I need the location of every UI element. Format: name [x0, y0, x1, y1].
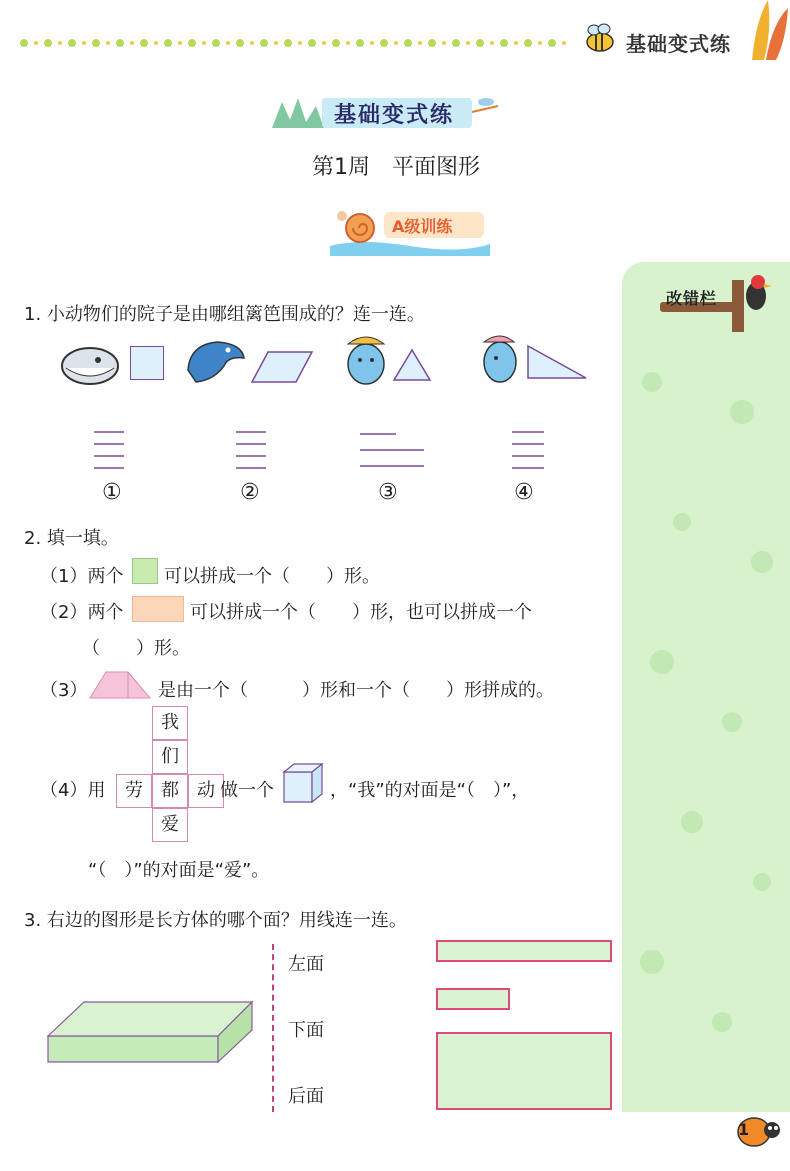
q2-part1-suffix: 可以拼成一个（ ）形。 — [164, 566, 380, 587]
dashed-divider — [272, 944, 274, 1112]
q2-part2-suffix: 可以拼成一个（ ）形，也可以拼成一个 — [190, 602, 532, 623]
net-cell-dong: 动 — [188, 774, 224, 808]
level-badge-label: A级训练 — [392, 217, 453, 236]
week-subtitle: 第1周 平面图形 — [312, 155, 480, 180]
q2-part4-continued: “（ ）”的对面是“爱”。 — [88, 860, 270, 881]
face-label-back: 后面 — [288, 1086, 324, 1107]
triangle-shape — [392, 348, 432, 382]
small-green-square-shape — [132, 558, 158, 584]
fence-set-1 — [90, 428, 130, 472]
q2-part3-suffix: 是由一个（ ）形和一个（ ）形拼成的。 — [158, 680, 554, 701]
fence-set-4 — [508, 428, 548, 472]
decorative-dot-border — [18, 36, 578, 50]
fence-set-3 — [356, 428, 428, 472]
page-title: 基础变式练 — [334, 103, 455, 128]
bee-icon — [580, 22, 620, 56]
face-label-bottom: 下面 — [288, 1020, 324, 1041]
option-2-label: ② — [240, 480, 260, 505]
dolphin-icon — [184, 336, 246, 388]
net-cell-men: 们 — [152, 740, 188, 774]
right-triangle-shape — [526, 344, 588, 380]
q2-part4-prefix: （4）用 — [40, 780, 106, 801]
whale-icon — [58, 340, 122, 386]
face-rect-long-thin — [436, 940, 612, 962]
square-shape — [130, 346, 164, 380]
net-cell-wo: 我 — [152, 706, 188, 740]
trapezoid-shape — [88, 670, 152, 700]
net-cell-ai: 爱 — [152, 808, 188, 842]
q2-part3-prefix: （3） — [40, 680, 88, 701]
fence-set-2 — [232, 428, 272, 472]
leaf-decoration-icon — [742, 0, 790, 60]
option-3-label: ③ — [378, 480, 398, 505]
panel-floral-pattern — [622, 262, 790, 1112]
face-rect-large — [436, 1032, 612, 1110]
cube-net-grid — [116, 706, 228, 846]
q2-part4-suffix: ，“我”的对面是“（ ）”， — [330, 780, 530, 801]
face-rect-short-thin — [436, 988, 510, 1010]
option-1-label: ① — [102, 480, 122, 505]
header-section-label: 基础变式练 — [626, 32, 731, 56]
face-label-left: 左面 — [288, 954, 324, 975]
cube-shape — [282, 762, 324, 804]
correction-panel-label: 改错栏 — [666, 289, 718, 308]
net-cell-lao: 劳 — [116, 774, 152, 808]
question-2-text: 2. 填一填。 — [24, 528, 119, 549]
net-cell-dou: 都 — [152, 774, 188, 808]
question-3-text: 3. 右边的图形是长方体的哪个面？用线连一连。 — [24, 910, 407, 931]
orange-rectangle-shape — [132, 596, 184, 622]
question-1-text: 1. 小动物们的院子是由哪组篱笆围成的？连一连。 — [24, 304, 425, 325]
option-4-label: ④ — [514, 480, 534, 505]
q2-part4-middle: 做一个 — [220, 780, 274, 801]
q2-part2-continued: （ ）形。 — [82, 638, 190, 659]
cuboid-shape — [46, 994, 256, 1064]
q2-part2-prefix: （2）两个 — [40, 602, 124, 623]
q2-part1-prefix: （1）两个 — [40, 566, 124, 587]
page-number: 1 — [738, 1120, 750, 1139]
seahorse-fish-icon — [474, 330, 526, 390]
fish-with-hat-icon — [340, 330, 392, 390]
parallelogram-shape — [250, 350, 314, 384]
correction-panel — [622, 262, 790, 1112]
